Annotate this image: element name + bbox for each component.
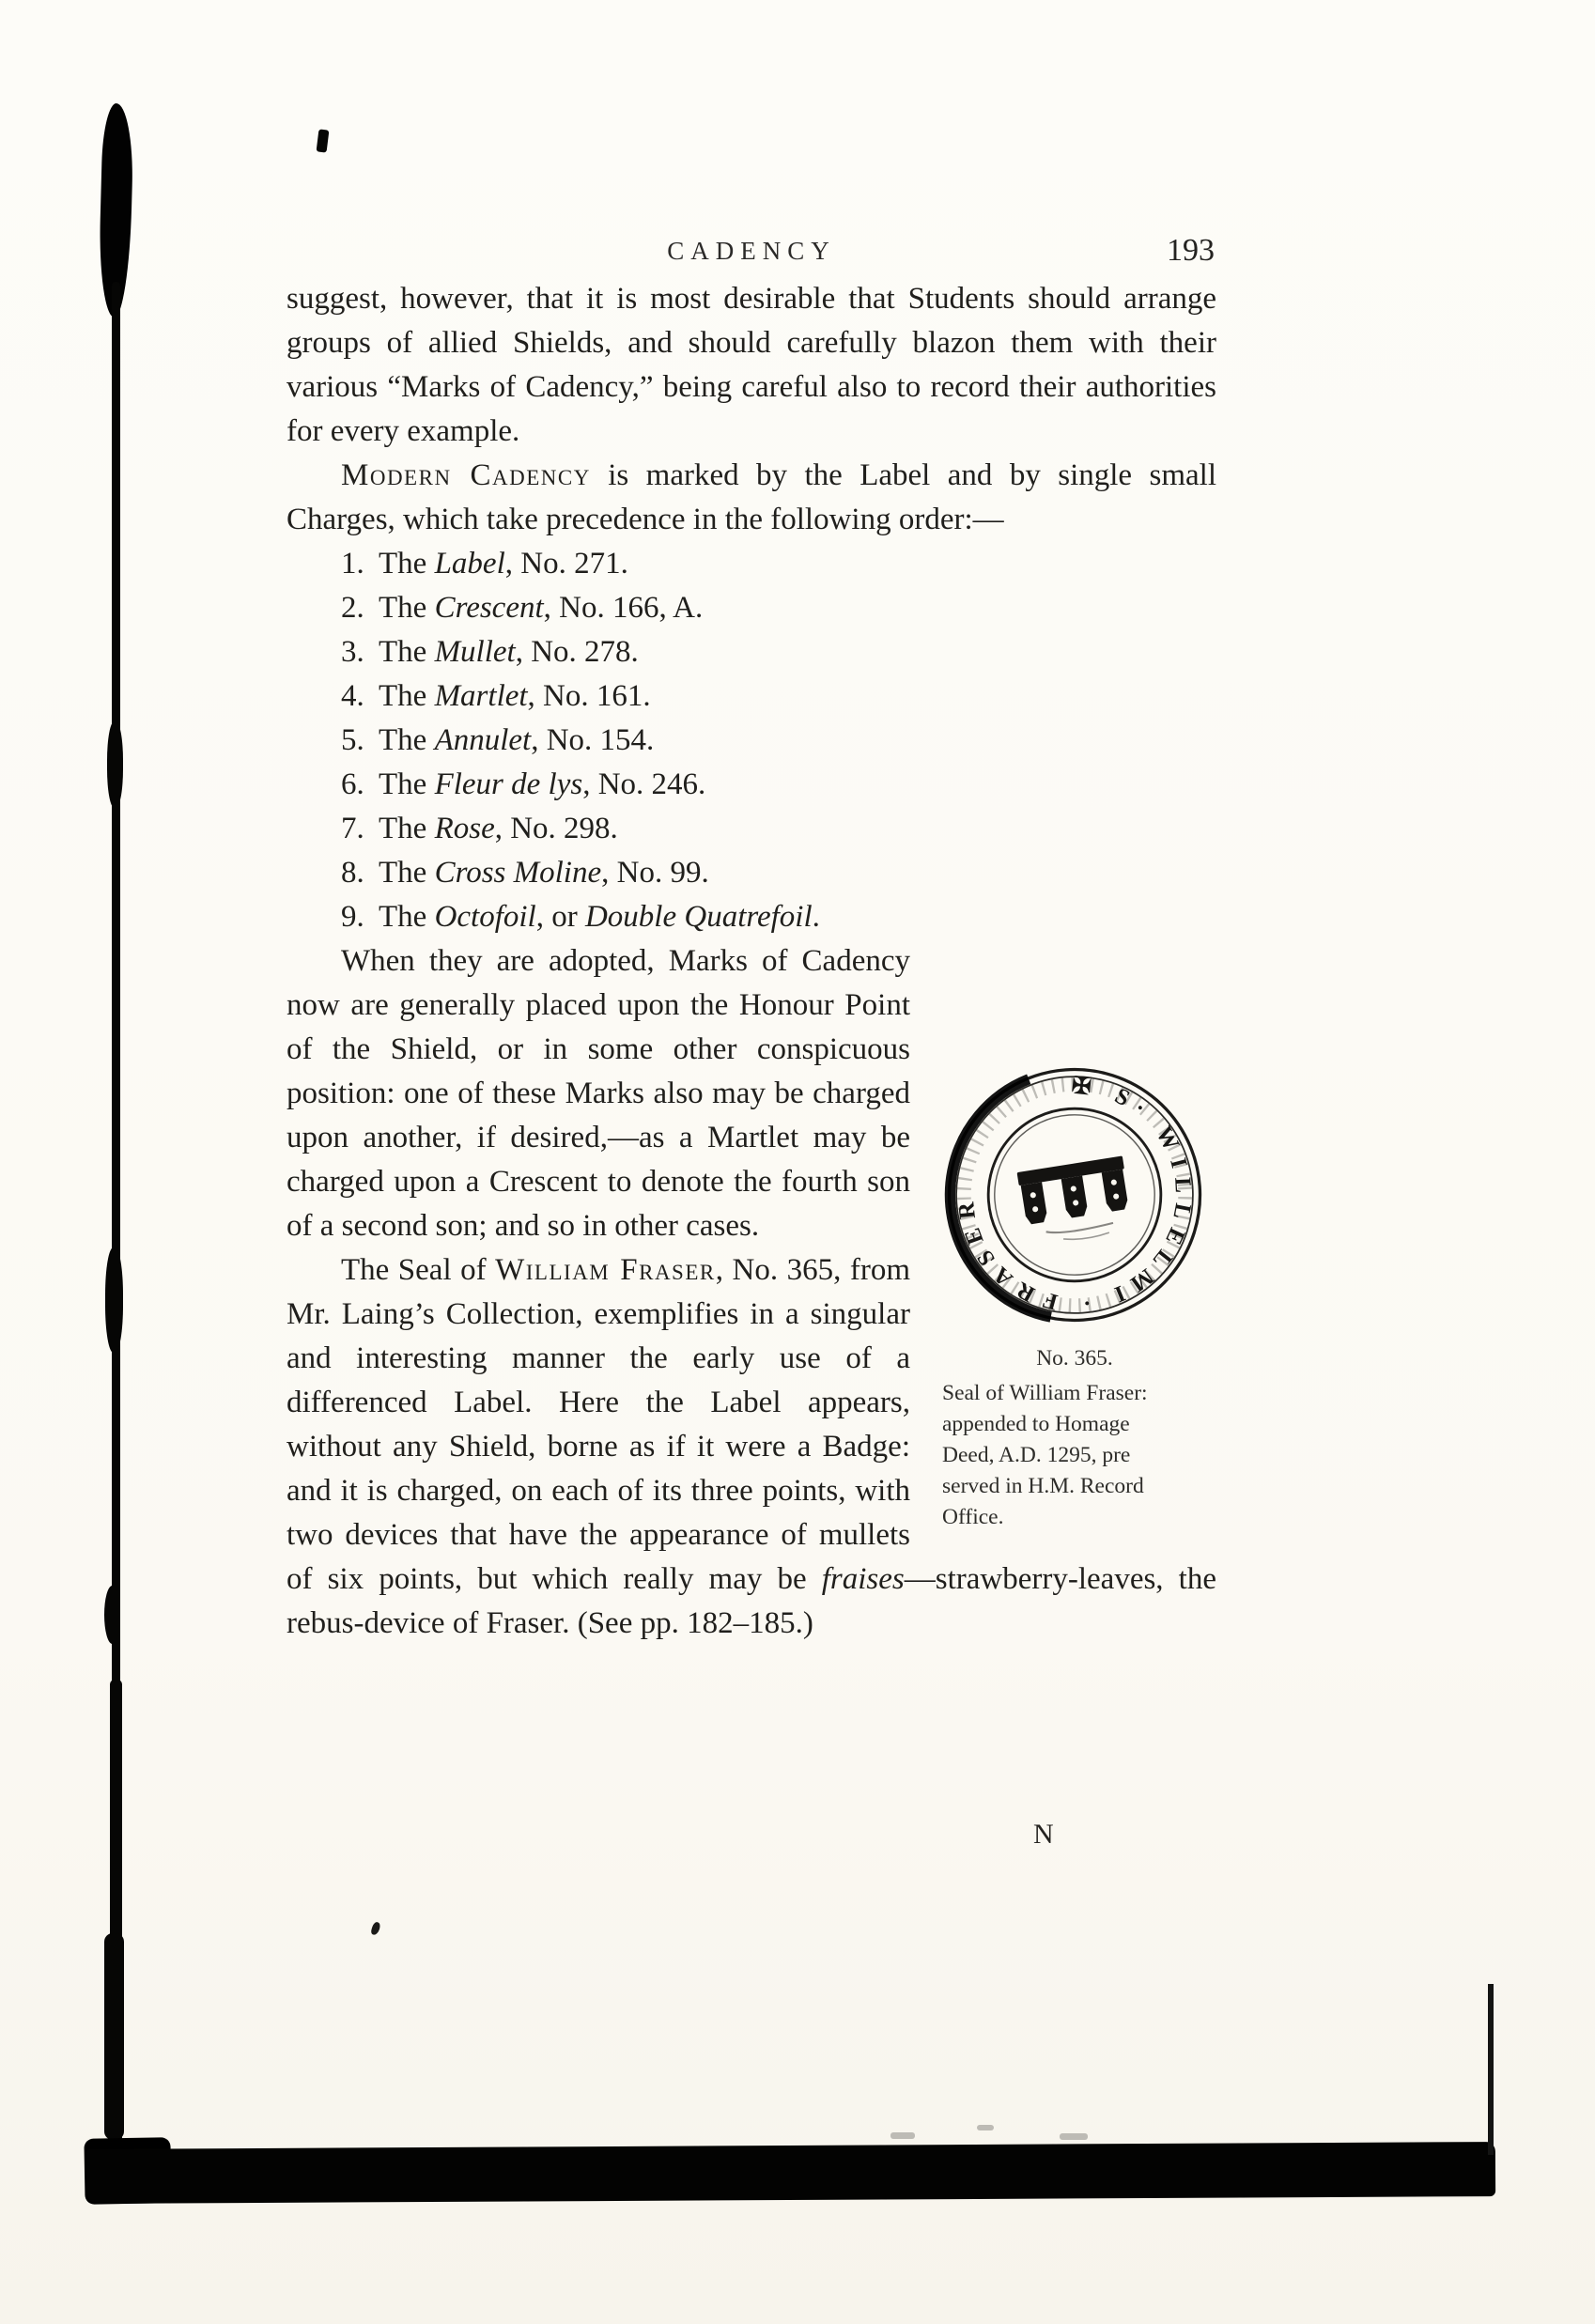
cadency-marks-list (286, 542, 1216, 939)
seal-caption-line: No. 365. (1036, 1346, 1113, 1371)
list-item-text: The Martlet, No. 161. (379, 679, 651, 713)
paragraph-modern-cadency: Modern Cadency is marked by the Label and by single small Charges, which take precedence in the following order:— (286, 458, 1216, 536)
left-edge-scan-artifact (105, 1247, 123, 1353)
heraldic-label-device (1017, 1155, 1135, 1247)
bottom-edge-scan-artifact (86, 2142, 1495, 2204)
list-item-text: The Mullet, No. 278. (379, 635, 639, 669)
list-item-number: 5. (341, 723, 364, 757)
list-item-number: 7. (341, 812, 364, 845)
seal-caption-line: Seal of William Fraser: (942, 1381, 1148, 1405)
list-item-number: 9. (341, 900, 364, 934)
list-item (341, 586, 1216, 630)
seal-svg (941, 1061, 1208, 1328)
scan-noise-speck (890, 2132, 915, 2139)
seal-legend-text: ✠ S· WILLELMI · FRASER (952, 1073, 1197, 1317)
page-header (286, 233, 1216, 278)
seal-figure (933, 1061, 1216, 1533)
list-item-text: The Rose, No. 298. (379, 812, 618, 845)
paragraph-fraser-seal: The Seal of William Fraser, No. 365, from Mr. Laing’s Collection, exemplifies in a singular and interesting manner the early use of a differenced Label. Here the Label appears, without any Shield, borne as if it were a Badge: and it is charged, on each of its three points, with two devices that have the appearance of mullets of six points, but which really may be fraises—strawberry-leaves, the rebus-device of Fraser. (See pp. 182–185.) (286, 1253, 1216, 1640)
text-column (286, 277, 1216, 1646)
list-item (341, 719, 1216, 763)
list-item-text: The Cross Moline, No. 99. (379, 856, 709, 890)
paragraph-marks-placement: When they are adopted, Marks of Cadency now are generally placed upon the Honour Point of the Shield, or in some other conspicuous position: one of these Marks also may be charged upon another, if desired,—as a Martlet may be charged upon a Crescent to denote the fourth son of a second son; and so in other cases. (286, 944, 910, 1243)
ink-blot-artifact (317, 129, 330, 152)
list-item (341, 895, 1216, 939)
running-head-title: CADENCY (667, 237, 836, 265)
scan-noise-speck (977, 2125, 994, 2130)
list-item-text: The Label, No. 271. (379, 547, 628, 581)
ink-speck-artifact (370, 1921, 381, 1936)
list-item-text: The Crescent, No. 166, A. (379, 591, 704, 625)
list-item (341, 763, 1216, 807)
list-item-number: 6. (341, 767, 364, 801)
list-item-number: 1. (341, 547, 364, 581)
seal-caption-line: served in H.M. Record (942, 1474, 1144, 1498)
seal-caption (942, 1343, 1207, 1533)
seal-caption-line: Office. (942, 1505, 1004, 1529)
list-item-number: 8. (341, 856, 364, 890)
left-edge-scan-artifact (104, 1933, 124, 2140)
list-item-text: The Octofoil, or Double Quatrefoil. (379, 900, 820, 934)
page-gutter-line-artifact (1488, 1984, 1494, 2155)
seal-caption-line: appended to Homage (942, 1412, 1130, 1436)
list-item-text: The Fleur de lys, No. 246. (379, 767, 706, 801)
list-item-number: 2. (341, 591, 364, 625)
printer-signature-mark: N (1033, 1819, 1055, 1850)
list-item-text: The Annulet, No. 154. (379, 723, 655, 757)
left-edge-scan-artifact (107, 721, 123, 808)
left-edge-scan-artifact (112, 282, 120, 1700)
scan-noise-speck (1060, 2133, 1088, 2140)
left-edge-scan-artifact (104, 1586, 120, 1644)
william-fraser-seal-illustration (941, 1061, 1208, 1328)
list-item (341, 674, 1216, 719)
list-item (341, 807, 1216, 851)
paragraph-continuation: suggest, however, that it is most desirable that Students should arrange groups of allied Shields, and should carefully blazon them with their various “Marks of Cadency,” being careful also to record their authorities for every example. (286, 282, 1216, 448)
list-item (341, 630, 1216, 674)
seal-caption-line: Deed, A.D. 1295, pre (942, 1443, 1131, 1467)
page-number: 193 (1167, 233, 1215, 268)
list-item-number: 3. (341, 635, 364, 669)
list-item-number: 4. (341, 679, 364, 713)
list-item (341, 851, 1216, 895)
list-item (341, 542, 1216, 586)
